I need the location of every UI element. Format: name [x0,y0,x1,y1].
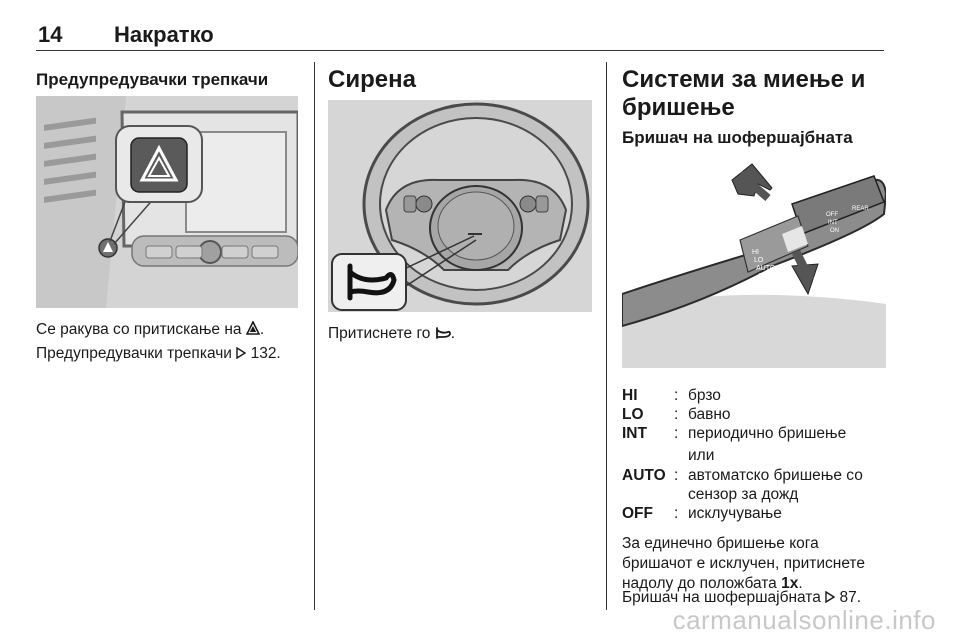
hazard-heading: Предупредувачки трепкачи [36,70,269,89]
legend-sep: : [674,406,679,423]
hazard-para-1 [36,320,306,340]
horn-para-end: . [450,325,455,342]
legend-sep: : [674,505,679,522]
wiper-page-ref[interactable]: 87. [835,589,862,606]
horn-para [328,324,598,344]
wiper-ref-text: Бришач на шофершајбната [622,589,826,606]
rear-label-on: ON [830,228,839,234]
legend-sep: : [674,467,679,484]
hazard-illustration [36,96,298,308]
single-wipe-line-2: бришачот е исклучен, притиснете [622,555,865,572]
stalk-label-hi: HI [752,249,759,256]
single-wipe-position: 1x [781,575,799,592]
wash-wipe-heading: Системи за миење и бришење [622,66,866,121]
page-number: 14 [38,22,63,47]
legend-value: бавно [688,406,731,423]
legend-value: сензор за дожд [688,486,799,503]
column-divider-2 [606,62,607,610]
single-wipe-line-1: За единечно бришење кога [622,535,819,552]
legend-key: HI [622,387,638,404]
stalk-label-lo: LO [754,257,764,264]
wiper-stalk-illustration [622,154,886,368]
stalk-label-off: OFF [758,273,772,280]
rear-label-rear: REAR [852,206,869,212]
horn-figure [328,100,592,312]
watermark: carmanualsonline.info [672,605,936,635]
horn-icon [435,327,451,339]
legend-value: брзо [688,387,721,404]
legend-value: исклучување [688,505,782,522]
hazard-page-ref[interactable]: 132. [246,345,281,362]
hazard-warning-icon [246,321,260,335]
horn-para-text: Притиснете го [328,325,435,342]
legend-value: или [688,447,715,464]
single-wipe-para [622,534,892,594]
horn-heading: Сирена [328,66,416,93]
legend-key: INT [622,425,647,442]
legend-key: LO [622,406,644,423]
legend-value: периодично бришење [688,425,847,442]
header-rule [36,50,884,51]
hazard-para-1-end: . [259,321,265,338]
page-ref-arrow-icon [236,347,246,359]
chapter-title: Накратко [114,22,214,47]
hazard-para-1-text: Се ракува со притискање на [36,321,246,338]
page-ref-arrow-icon [825,591,835,603]
hazard-figure [36,96,298,308]
rear-label-int: INT [828,220,838,226]
steering-wheel-illustration [328,100,592,312]
stalk-label-auto: AUTO [756,265,776,272]
legend-value: автоматско бришење со [688,467,863,484]
column-divider-1 [314,62,315,610]
wiper-figure [622,154,886,368]
legend-sep: : [674,387,679,404]
legend-key: AUTO [622,467,666,484]
single-wipe-line-3-text: надолу до положбата [622,575,782,592]
legend-key: OFF [622,505,653,522]
single-wipe-end: . [798,575,803,592]
hazard-para-2-text: Предупредувачки трепкачи [36,345,237,362]
rear-label-off: OFF [826,212,838,218]
windscreen-wiper-subheading: Бришач на шофершајбната [622,128,853,147]
hazard-para-2 [36,344,306,364]
legend-sep: : [674,425,679,442]
